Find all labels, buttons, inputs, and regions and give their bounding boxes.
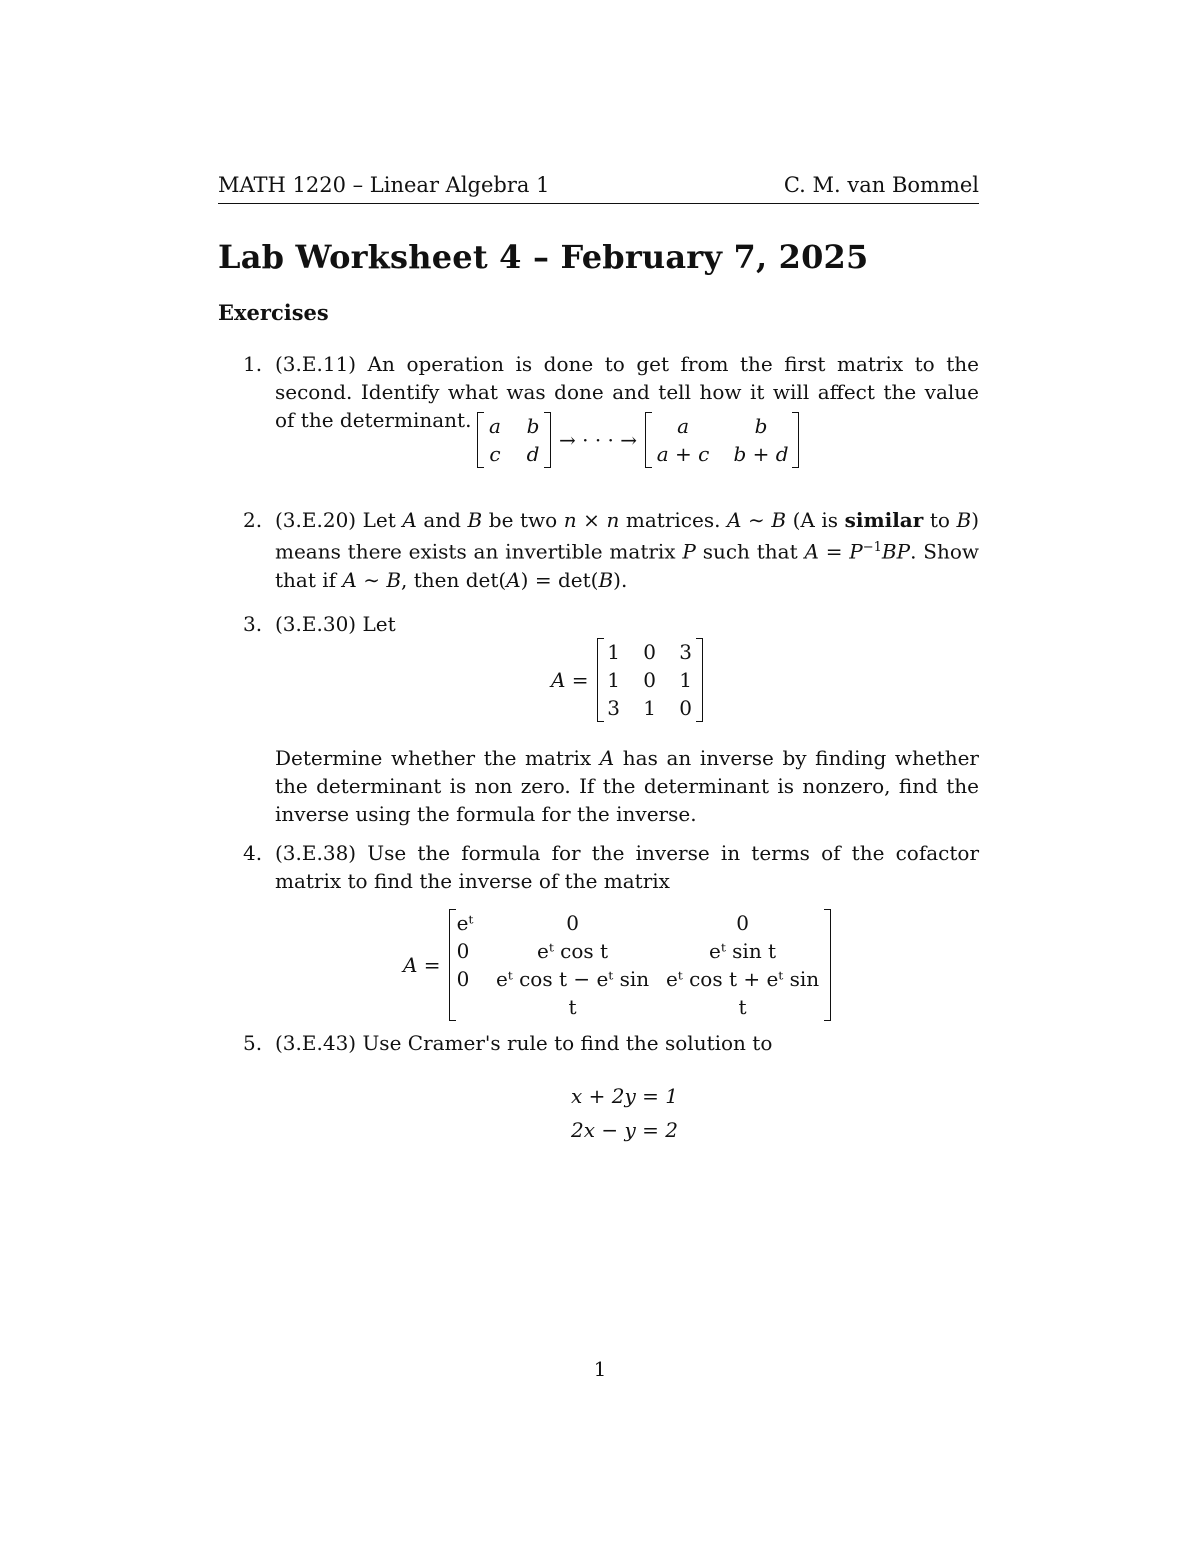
exercise-3 [243,610,979,828]
equation-1: x + 2y = 1 [571,1084,678,1108]
matrix-left: a b c d [477,412,551,468]
exercise-number: 5. [243,1031,263,1055]
section-heading: Exercises [218,300,329,325]
matrix-right: a b a + c b + d [645,412,799,468]
exercise-5 [243,1029,979,1147]
exercise-2 [243,506,979,594]
exercise-followup: Determine whether the matrix A has an inverse by finding whether the determinant is non zero. If the determinant is nonzero, find the inverse using the formula for the inverse. [275,746,979,826]
course-title: MATH 1220 – Linear Algebra 1 [218,173,550,197]
equation-2: 2x − y = 2 [571,1118,678,1142]
exercise-text: (3.E.30) Let [275,612,396,636]
exercise-text: (3.E.20) Let A and B be two n × n matrices. A ∼ B (A is similar to B) means there exists an invertible matrix P such that $A = P^{-1}BP$. Show that if A ∼ B, then det(A) = det(B). [275,508,980,592]
exercise-text: (3.E.11) An operation is done to get from the first matrix to the second. Identify what was done and tell how it will affect the value of the determinant. [275,352,979,432]
matrix-a: 1 0 3 1 0 1 3 1 0 [597,638,703,722]
exercise-4 [243,839,979,1019]
arrow-sequence: → · · · → [559,428,638,452]
matrix-a: eᵗ 0 0 0 eᵗ cos t eᵗ sin t 0 eᵗ cos t − eᵗ sin t eᵗ cos t + eᵗ sin t [449,909,831,1021]
bold-term: similar [844,508,924,532]
exercise-1 [243,350,979,496]
exercise-number: 4. [243,841,263,865]
author-name: C. M. van Bommel [783,173,979,197]
matrix-lhs: A = [551,668,589,692]
matrix-lhs: A = [403,953,441,977]
exercise-text: (3.E.43) Use Cramer's rule to find the solution to [275,1031,773,1055]
exercise-number: 3. [243,612,263,636]
exercise-text: (3.E.38) Use the formula for the inverse in terms of the cofactor matrix to find the inverse of the matrix [275,841,979,893]
page-number: 1 [593,1357,607,1381]
page-header [218,173,979,204]
exercise-number: 2. [243,508,263,532]
worksheet-title: Lab Worksheet 4 – February 7, 2025 [218,238,869,276]
exercise-number: 1. [243,352,263,376]
